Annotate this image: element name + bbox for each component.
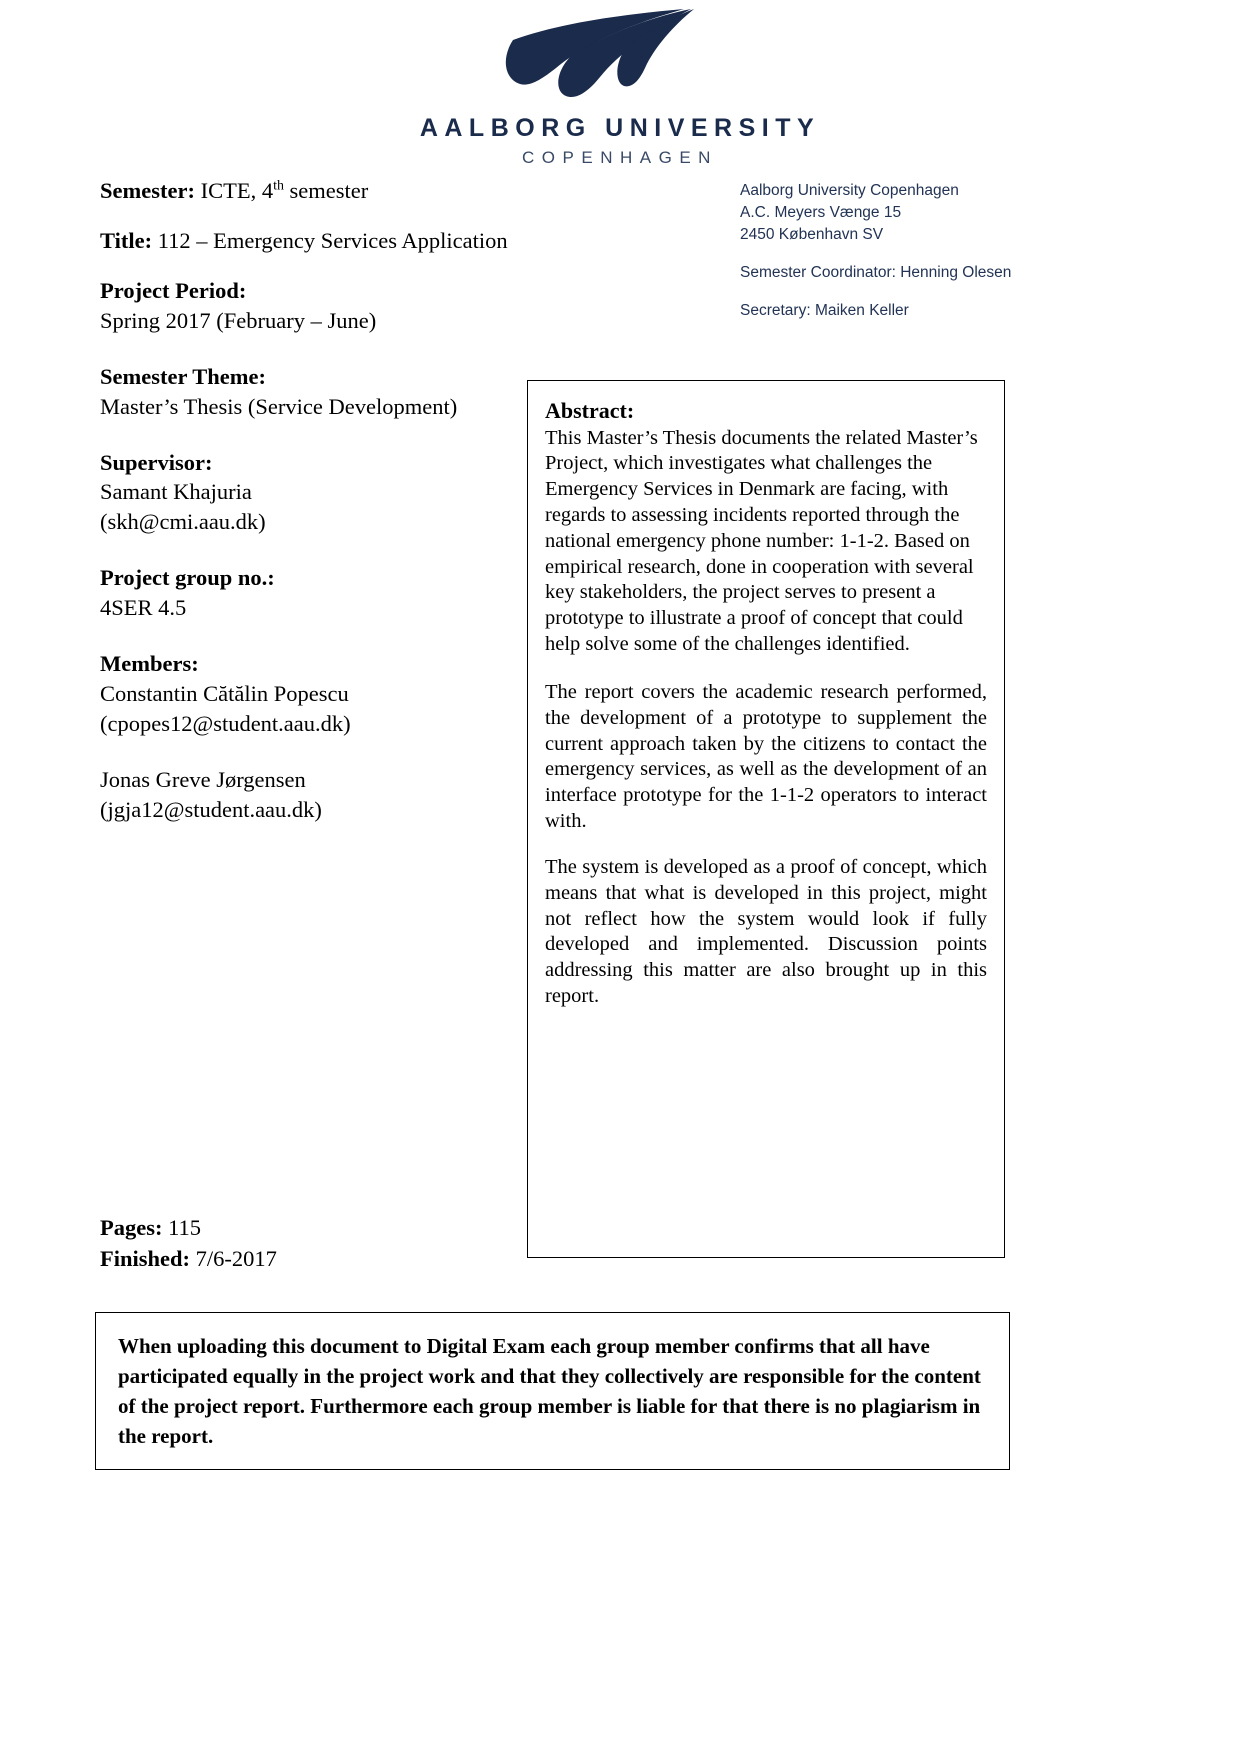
finished-field (100, 1244, 520, 1275)
members-field (100, 649, 520, 825)
secretary: Secretary: Maiken Keller (740, 302, 909, 319)
member-1-email: (cpopes12@student.aau.dk) (100, 710, 351, 736)
semester-ordinal: th (273, 178, 284, 194)
university-address-block (740, 180, 1020, 322)
member-1-name: Constantin Cătălin Popescu (100, 681, 349, 707)
abstract-paragraph-2: The report covers the academic research performed, the development of a prototype to supplement the current approach taken by the citizens to contact the emergency services, as well as the development of an interface prototype for the 1-1-2 operators to interact with. (545, 680, 987, 833)
semester-value-post: semester (283, 178, 369, 203)
abstract-paragraph-1: This Master’s Thesis documents the related Master’s Project, which investigates what challenges the Emergency Services in Denmark are facing, with regards to assessing incidents reported through the national emergency phone number: 1-1-2. Based on empirical research, done in cooperation with several key stakeholders, the project serves to present a prototype to illustrate a proof of concept that could help solve some of the challenges identified. (545, 426, 978, 656)
disclaimer-box (95, 1312, 1010, 1470)
pages-value: 115 (168, 1215, 202, 1240)
address-line-2: A.C. Meyers Vænge 15 (740, 204, 902, 221)
semester-field (100, 176, 520, 206)
semester-value-pre: ICTE, 4 (200, 178, 274, 203)
title-label: Title: (100, 227, 153, 253)
pages-field (100, 1213, 520, 1244)
logo-subtitle: COPENHAGEN (522, 147, 718, 167)
pages-label: Pages: (100, 1215, 163, 1240)
address-line-3: 2450 København SV (740, 226, 884, 243)
aau-swoosh-icon (470, 8, 770, 113)
project-group-field (100, 563, 520, 623)
abstract-box (527, 380, 1005, 1258)
address-lines (740, 180, 1020, 246)
title-value: 112 – Emergency Services Application (157, 227, 508, 253)
abstract-paragraph-3: The system is developed as a proof of concept, which means that what is developed in this project, might not reflect how the system would look if fully developed and implemented. Discussion points addressing this matter are also brought up in this report. (545, 855, 987, 1008)
disclaimer-text: When uploading this document to Digital Exam each group member confirms that all have participated equally in the project work and that they collectively are responsible for the content of the project report. Furthermore each group member is liable for that there is no plagiarism in the report. (118, 1334, 981, 1449)
project-info-column (100, 176, 520, 851)
pages-finished-block (100, 1213, 520, 1274)
semester-theme-field (100, 362, 520, 422)
semester-theme-value: Master’s Thesis (Service Development) (100, 393, 458, 419)
supervisor-name: Samant Khajuria (100, 479, 252, 505)
supervisor-label: Supervisor: (100, 449, 213, 475)
supervisor-email: (skh@cmi.aau.dk) (100, 509, 266, 535)
semester-theme-label: Semester Theme: (100, 363, 266, 389)
project-group-label: Project group no.: (100, 565, 275, 591)
project-group-value: 4SER 4.5 (100, 595, 187, 621)
member-2-email: (jgja12@student.aau.dk) (100, 796, 322, 822)
title-field (100, 226, 520, 256)
university-logo (0, 8, 1240, 167)
logo-wordmark: AALBORG UNIVERSITY (419, 114, 821, 142)
address-line-1: Aalborg University Copenhagen (740, 182, 959, 199)
project-period-value: Spring 2017 (February – June) (100, 307, 377, 333)
finished-label: Finished: (100, 1245, 191, 1271)
finished-value: 7/6-2017 (195, 1245, 277, 1271)
members-label: Members: (100, 651, 199, 677)
semester-coordinator: Semester Coordinator: Henning Olesen (740, 264, 1012, 281)
project-period-label: Project Period: (100, 277, 247, 303)
project-period-field (100, 276, 520, 336)
abstract-heading: Abstract: (545, 398, 635, 423)
semester-label: Semester: (100, 178, 195, 203)
member-2-name: Jonas Greve Jørgensen (100, 766, 306, 792)
supervisor-field (100, 448, 520, 538)
